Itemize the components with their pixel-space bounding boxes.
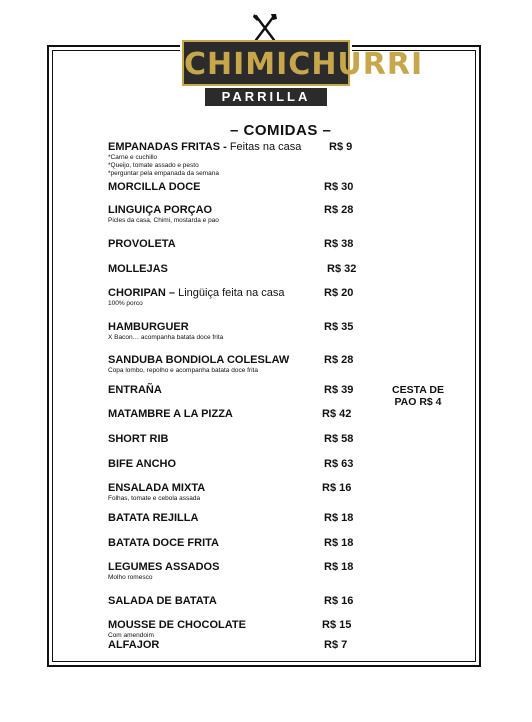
logo-ribbon-parrilla: PARRILLA [205,88,327,106]
menu-item-price: R$ 39 [324,384,354,396]
menu-item-description: 100% porco [108,300,143,307]
menu-item-name-text: ENSALADA MIXTA [108,482,206,494]
menu-item-price: R$ 63 [324,458,354,470]
menu-item-name-text: BIFE ANCHO [108,458,177,470]
menu-item-name-text: MATAMBRE A LA PIZZA [108,408,233,420]
menu-item-description: *Carne e cuchillo [108,154,158,161]
menu-item-description: Copa lombo, repolho e acompanha batata doce frita [108,367,258,374]
menu-item-price: R$ 38 [324,238,354,250]
menu-item-description: *perguntar pela empanada da semana [108,170,219,177]
cesta-line-2: PAO R$ 4 [394,396,442,408]
menu-item-price: R$ 20 [324,287,354,299]
cesta-line-1: CESTA DE [392,384,444,396]
menu-item-name-subtitle: Lingüiça feita na casa [178,287,285,299]
menu-item-name-text: LEGUMES ASSADOS [108,561,220,573]
menu-item-description: X Bacon… acompanha batata doce frita [108,334,224,341]
menu-item-price: R$ 18 [324,512,354,524]
menu-item-name-text: ENTRAÑA [108,384,162,396]
menu-item-price: R$ 32 [327,263,357,275]
cesta-de-pao-note [388,384,448,408]
menu-item-name-text: PROVOLETA [108,238,176,250]
menu-item-price: R$ 16 [324,595,354,607]
logo-wordmark: CHIMICHURRI [182,40,350,86]
menu-item-price: R$ 18 [324,561,354,573]
menu-item-price: R$ 18 [324,537,354,549]
menu-item-name-text: EMPANADAS FRITAS - [108,141,230,153]
menu-item-name-text: BATATA REJILLA [108,512,199,524]
menu-item-name-subtitle: Feitas na casa [229,141,302,153]
menu-item-price: R$ 58 [324,433,354,445]
menu-item-name-text: SALADA DE BATATA [108,595,217,607]
menu-item-name-text: MORCILLA DOCE [108,181,201,193]
menu-item-name-text: BATATA DOCE FRITA [108,537,219,549]
menu-item-name-text: MOUSSE DE CHOCOLATE [108,619,246,631]
menu-item-description: Com amendoim [108,632,154,639]
menu-item-price: R$ 15 [322,619,352,631]
menu-item-price: R$ 35 [324,321,354,333]
menu-item-name-text: CHORIPAN – [108,287,179,299]
menu-item-price: R$ 16 [322,482,352,494]
menu-item-name-text: MOLLEJAS [108,263,168,275]
section-title: – COMIDAS – [230,122,332,139]
crossed-knife-fork-icon [252,12,278,42]
menu-item-price: R$ 30 [324,181,354,193]
menu-item-name-text: HAMBURGUER [108,321,189,333]
menu-item-description: Picles da casa, Chimi, mostarda e pao [108,217,219,224]
menu-item-price: R$ 9 [329,141,353,153]
menu-item-description: Molho romesco [108,574,153,581]
menu-item-name-text: SHORT RIB [108,433,169,445]
menu-item-price: R$ 42 [322,408,352,420]
menu-item-price: R$ 28 [324,354,354,366]
menu-item-price: R$ 28 [324,204,354,216]
menu-item-name-text: ALFAJOR [108,639,160,651]
menu-item-description: Folhas, tomate e cebola assada [108,495,201,502]
menu-item-description: *Queijo, tomate assado e pesto [108,162,199,169]
menu-item-name-text: LINGUIÇA PORÇAO [108,204,213,216]
menu-item-name-text: SANDUBA BONDIOLA COLESLAW [108,354,290,366]
menu-item-price: R$ 7 [324,639,348,651]
